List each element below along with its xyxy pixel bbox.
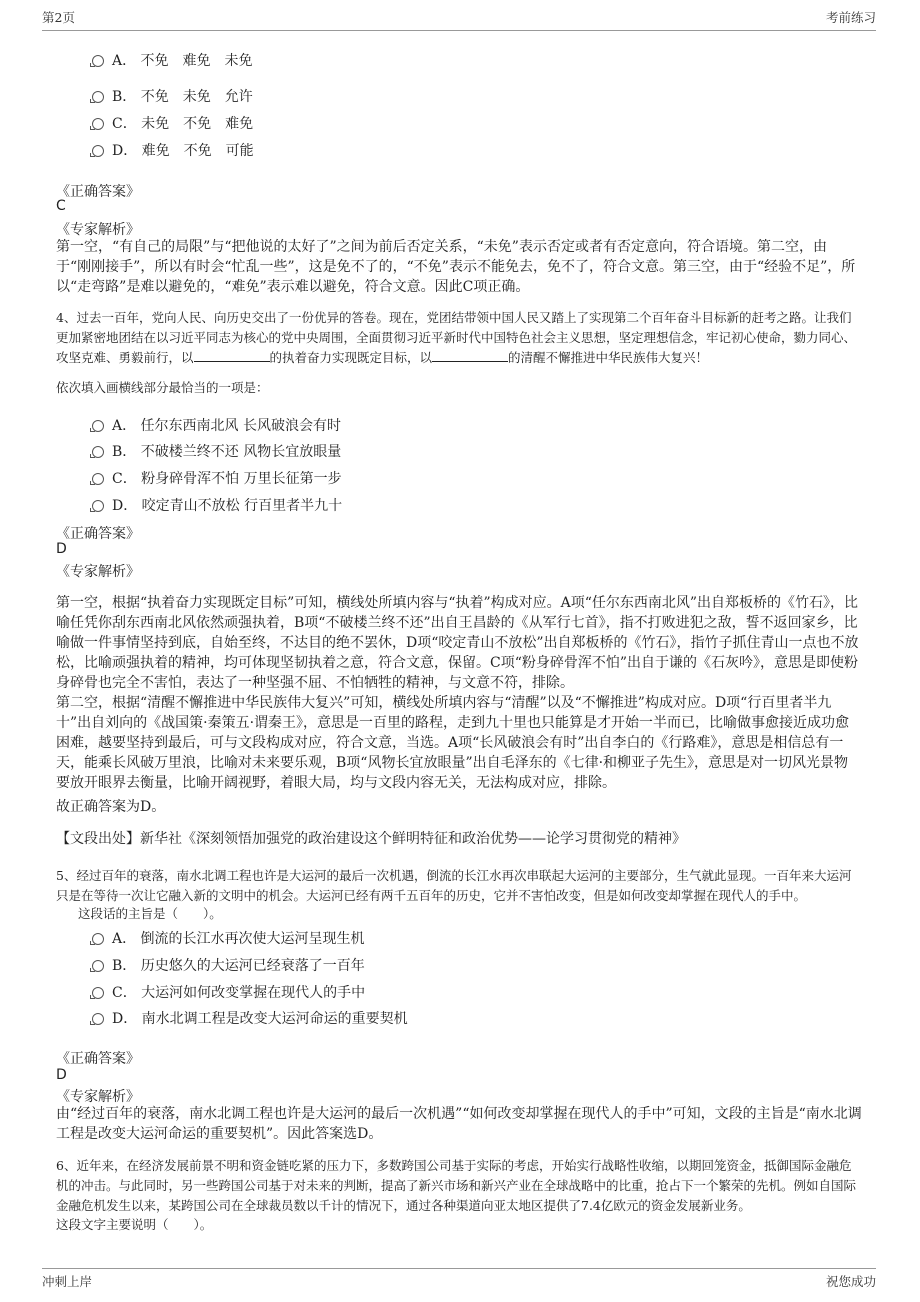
q3-analysis: 第一空，“有自己的局限”与“把他说的太好了”之间为前后否定关系，“未免”表示否定或者有否定意向，符合语境。第二空，由于“刚刚接手”，所以有时会“忙乱一些”，这是免不了的，“不免”表示不能免去，免不了，符合文意。第三空，由于“经验不足”，所以“走弯路”是难以避免的，“难免”表示难以避免，符合文意。因此C项正确。 <box>56 239 856 295</box>
q3-option-c[interactable]: C． 未免 不免 难免 <box>92 113 253 133</box>
q4-answer: D <box>56 541 67 557</box>
q4-option-c[interactable]: C． 粉身碎骨浑不怕 万里长征第一步 <box>92 468 342 488</box>
radio-icon[interactable] <box>92 420 104 432</box>
q5-option-b[interactable]: B． 历史悠久的大运河已经衰落了一百年 <box>92 955 365 975</box>
q5-option-d[interactable]: D． 南水北调工程是改变大运河命运的重要契机 <box>92 1008 408 1028</box>
footer-left: 冲刺上岸 <box>42 1274 93 1289</box>
q5-option-a[interactable]: A． 倒流的长江水再次使大运河呈现生机 <box>92 928 365 948</box>
page-header <box>42 8 876 26</box>
q4-analysis-1: 第一空，根据“执着奋力实现既定目标”可知，横线处所填内容与“执着”构成对应。A项“任尔东西南北风”出自郑板桥的《竹石》，比喻任凭你刮东西南北风依然顽强执着，B项“不破楼兰终不还”出自王昌龄的《从军行七首》，指不打败进犯之敌，誓不返回家乡，比喻做一件事情坚持到底，自始至终，不达目的绝不罢休，D项“咬定青山不放松”出自郑板桥的《竹石》，指竹子抓住青山一点也不放松，比喻顽强执着的精神，均可体现坚韧执着之意，符合文意，保留。C项“粉身碎骨浑不怕”出自于谦的《石灰吟》，意思是即使粉身碎骨也完全不害怕，表达了一种坚强不屈、不怕牺牲的精神，与文意不符，排除。 <box>56 595 859 691</box>
footer-divider <box>42 1268 876 1269</box>
q3-analysis-label: 《专家解析》 <box>56 222 140 238</box>
q4-option-a[interactable]: A． 任尔东西南北风 长风破浪会有时 <box>92 415 341 435</box>
radio-icon[interactable] <box>92 473 104 485</box>
q4-conclusion: 故正确答案为D。 <box>56 799 166 815</box>
radio-icon[interactable] <box>92 118 104 130</box>
q3-answer: C <box>56 198 66 214</box>
q4-option-b[interactable]: B． 不破楼兰终不还 风物长宜放眼量 <box>92 441 341 461</box>
header-title: 考前练习 <box>825 10 876 25</box>
q4-answer-label: 《正确答案》 <box>56 526 140 542</box>
radio-icon[interactable] <box>92 145 104 157</box>
radio-icon[interactable] <box>92 1013 104 1025</box>
q3-answer-label: 《正确答案》 <box>56 184 140 200</box>
radio-icon[interactable] <box>92 446 104 458</box>
q6-stem: 6、近年来，在经济发展前景不明和资金链吃紧的压力下，多数跨国公司基于实际的考虑，开始实行战略性收缩，以期回笼资金，抵御国际金融危机的冲击。与此同时，另一些跨国公司基于对未来的判断，提高了新兴市场和新兴产业在全球战略中的比重，抢占下一个繁荣的先机。例如自国际金融危机发生以来，某跨国公司在全球裁员数以千计的情况下，通过各种渠道向亚太地区提供了7.4亿欧元的资金发展新业务。 <box>56 1158 857 1213</box>
fill-blank-1 <box>194 349 270 362</box>
q4-source: 【文段出处】新华社《深刻领悟加强党的政治建设这个鲜明特征和政治优势——论学习贯彻党的精神》 <box>56 831 686 847</box>
q4-option-d[interactable]: D． 咬定青山不放松 行百里者半九十 <box>92 495 342 515</box>
q4-stem: 4、过去一百年，党向人民、向历史交出了一份优异的答卷。现在，党团结带领中国人民又踏上了实现第二个百年奋斗目标新的赶考之路。让我们更加紧密地团结在以习近平同志为核心的党中央周围，全面贯彻习近平新时代中国特色社会主义思想，坚定理想信念，牢记初心使命，勠力同心、攻坚克难、勇毅前行，以 的执着奋力实现既定目标，以 的清醒不懈推进中华民族伟大复兴！ <box>56 310 857 365</box>
radio-icon[interactable] <box>92 55 104 67</box>
radio-icon[interactable] <box>92 500 104 512</box>
page-footer <box>42 1272 876 1290</box>
q5-analysis-label: 《专家解析》 <box>56 1089 140 1105</box>
radio-icon[interactable] <box>92 960 104 972</box>
q4-analysis-label: 《专家解析》 <box>56 564 140 580</box>
q3-option-d[interactable]: D． 难免 不免 可能 <box>92 140 254 160</box>
q3-option-a[interactable]: A． 不免 难免 未免 <box>92 50 253 70</box>
q3-option-b[interactable]: B． 不免 未免 允许 <box>92 86 253 106</box>
fill-blank-2 <box>432 349 508 362</box>
q4-prompt: 依次填入画横线部分最恰当的一项是： <box>56 380 269 395</box>
header-divider <box>42 30 876 31</box>
radio-icon[interactable] <box>92 933 104 945</box>
q6-prompt: 这段文字主要说明（ ）。 <box>56 1217 213 1232</box>
radio-icon[interactable] <box>92 91 104 103</box>
q5-answer: D <box>56 1067 67 1083</box>
q5-stem: 5、经过百年的衰落，南水北调工程也许是大运河的最后一次机遇，倒流的长江水再次串联起大运河的主要部分，生气就此显现。一百年来大运河只是在等待一次让它融入新的文明中的机会。大运河已经有两千五百年的历史，它并不害怕改变，但是如何改变却掌握在现代人的手中。 <box>56 868 852 903</box>
radio-icon[interactable] <box>92 987 104 999</box>
q5-option-c[interactable]: C． 大运河如何改变掌握在现代人的手中 <box>92 982 365 1002</box>
page-number: 第2页 <box>42 10 75 25</box>
q4-analysis-2: 第二空，根据“清醒不懈推进中华民族伟大复兴”可知，横线处所填内容与“清醒”以及“不懈推进”构成对应。D项“行百里者半九十”出自刘向的《战国策·秦策五·谓秦王》，意思是一百里的路程，走到九十里也只能算是才开始一半而已，比喻做事愈接近成功愈困难，越要坚持到最后，可与文段构成对应，符合文意，当选。A项“长风破浪会有时”出自李白的《行路难》，意思是相信总有一天，能乘长风破万里浪，比喻对未来要乐观，B项“风物长宜放眼量”出自毛泽东的《七律·和柳亚子先生》，意思是对一切风光景物要放开眼界去衡量，比喻开阔视野，着眼大局，均与文段内容无关，无法构成对应，排除。 <box>56 695 850 791</box>
q5-answer-label: 《正确答案》 <box>56 1051 140 1067</box>
footer-right: 祝您成功 <box>825 1274 876 1289</box>
q5-analysis: 由“经过百年的衰落，南水北调工程也许是大运河的最后一次机遇”“如何改变却掌握在现代人的手中”可知，文段的主旨是“南水北调工程是改变大运河命运的重要契机”。因此答案选D。 <box>56 1106 862 1142</box>
q5-prompt: 这段话的主旨是（ ）。 <box>78 906 222 921</box>
